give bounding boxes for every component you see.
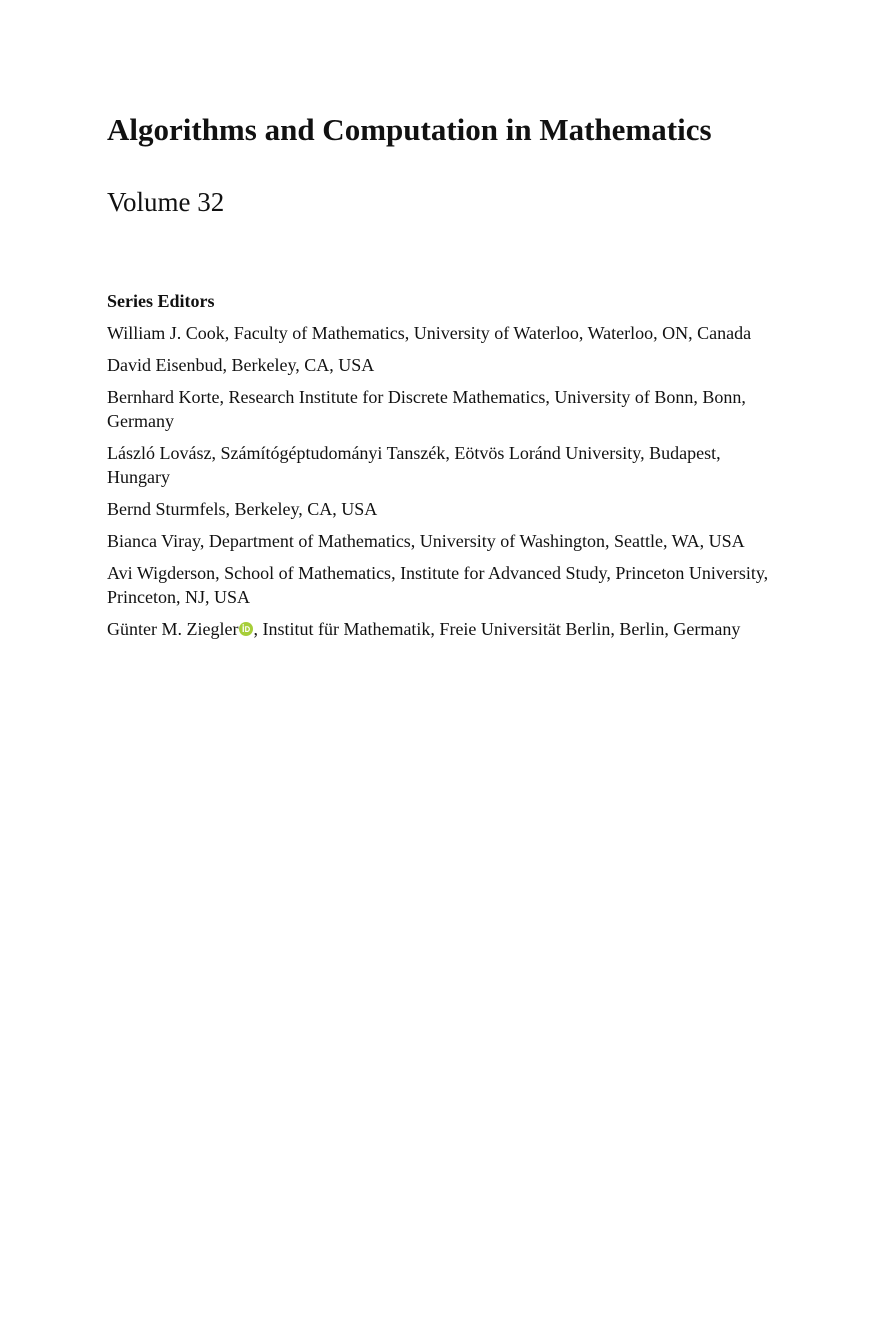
series-title: Algorithms and Computation in Mathematics <box>107 112 712 147</box>
editor-entry: Avi Wigderson, School of Mathematics, Institute for Advanced Study, Princeton University, Princeton, NJ, USA <box>107 563 769 607</box>
editor-entry-ziegler <box>107 617 779 641</box>
editor-list <box>107 321 779 641</box>
editor-entry: David Eisenbud, Berkeley, CA, USA <box>107 355 375 375</box>
editor-entry: Bianca Viray, Department of Mathematics, University of Washington, Seattle, WA, USA <box>107 531 745 551</box>
editor-name: Günter M. Ziegler <box>107 619 239 639</box>
editor-entry: László Lovász, Számítógéptudományi Tanszék, Eötvös Loránd University, Budapest, Hungary <box>107 443 721 487</box>
editor-affiliation: , Institut für Mathematik, Freie Universität Berlin, Berlin, Germany <box>253 619 741 639</box>
editor-entry: Bernhard Korte, Research Institute for Discrete Mathematics, University of Bonn, Bonn, Germany <box>107 387 746 431</box>
orcid-icon[interactable] <box>239 622 253 636</box>
editor-entry: Bernd Sturmfels, Berkeley, CA, USA <box>107 499 378 519</box>
series-editors-heading: Series Editors <box>107 291 215 311</box>
volume-number: Volume 32 <box>107 187 225 217</box>
editor-entry: William J. Cook, Faculty of Mathematics, University of Waterloo, Waterloo, ON, Canada <box>107 323 752 343</box>
series-editors-section <box>107 289 779 649</box>
